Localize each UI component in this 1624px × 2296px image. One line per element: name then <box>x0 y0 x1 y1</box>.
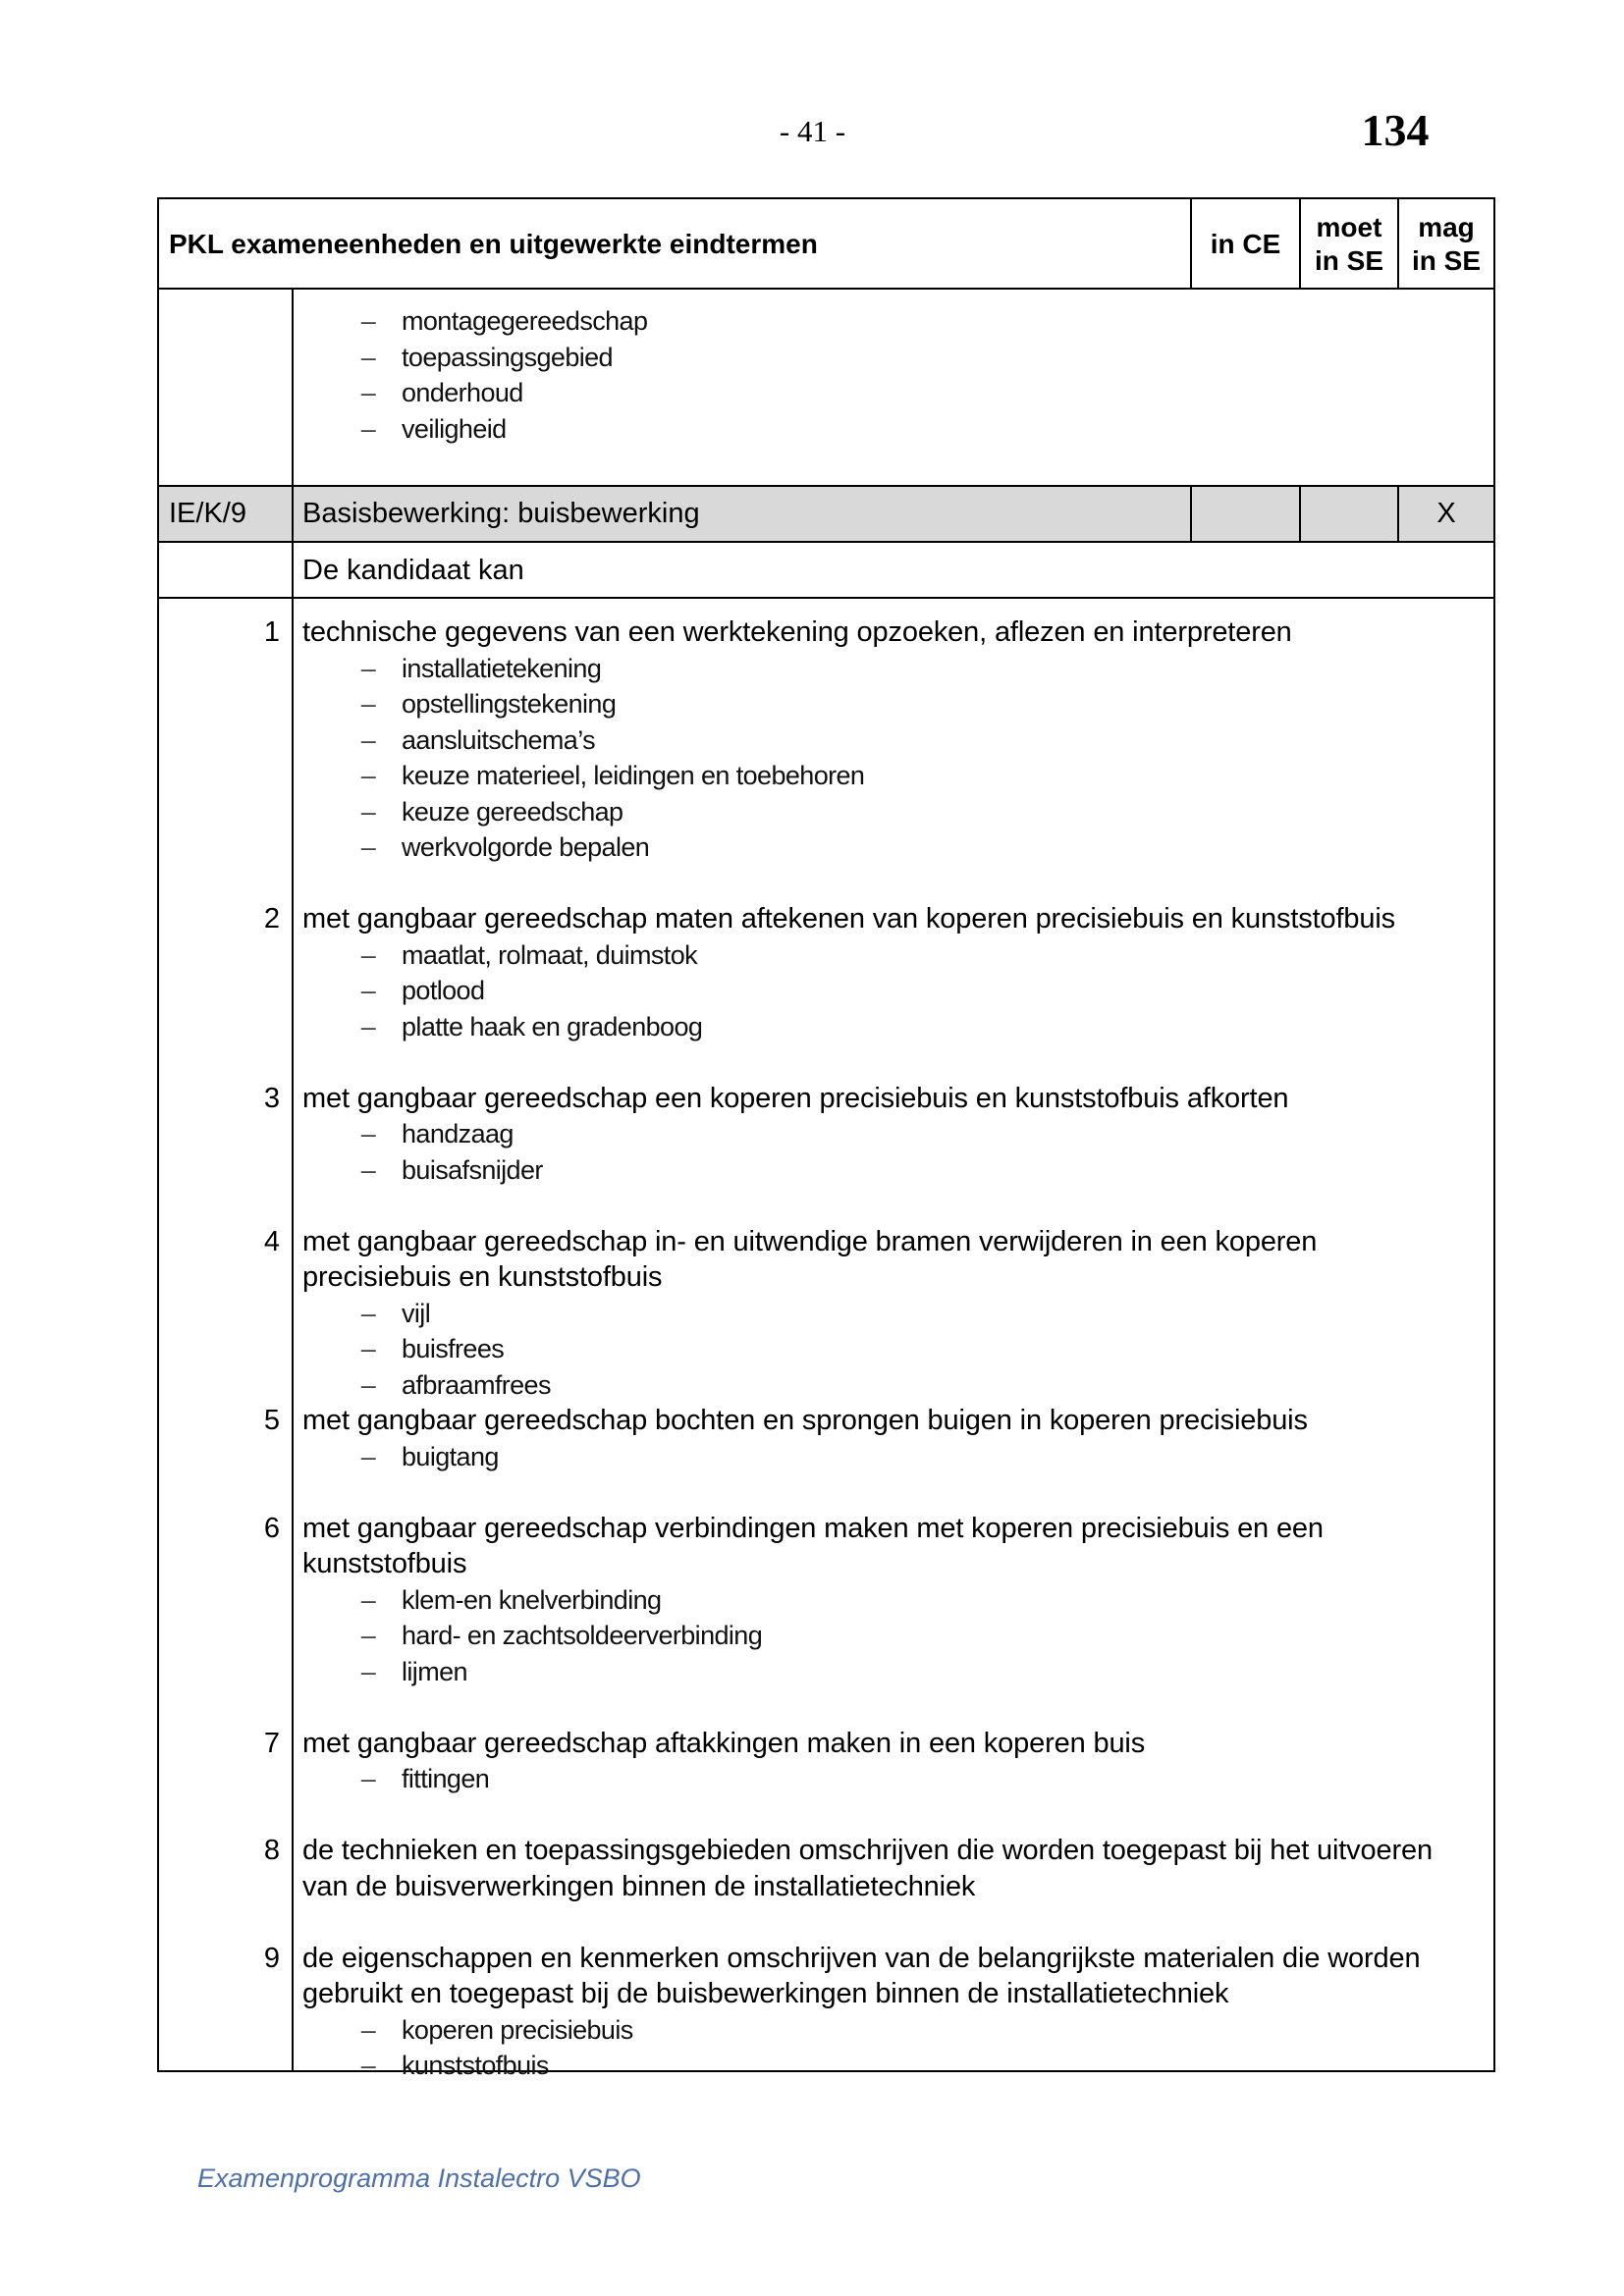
header-mag-in-se <box>1399 199 1493 290</box>
item-text: met gangbaar gereedschap in- en uitwendige bramen verwijderen in een koperen precisiebuis en kunststofbuis <box>302 1225 1318 1293</box>
item-number: 4 <box>263 1225 280 1257</box>
subitem-text: afbraamfrees <box>402 1369 551 1400</box>
subitem-list <box>294 1296 1493 1404</box>
item-text: de technieken en toepassingsgebieden omschrijven die worden toegepast bij het uitvoeren van de buisverwerkingen binnen de installatietechniek <box>302 1835 1433 1902</box>
eindterm-item <box>159 1224 1493 1404</box>
eindterm-item <box>159 1833 1493 1904</box>
item-number: 7 <box>263 1727 280 1759</box>
subitem-text: vijl <box>402 1298 431 1328</box>
item-number: 6 <box>263 1512 280 1544</box>
eindterm-item <box>159 614 1493 866</box>
dash-bullet-icon: – <box>360 378 376 407</box>
subitem-text: keuze gereedschap <box>402 796 623 827</box>
dash-bullet-icon: – <box>360 1334 376 1363</box>
subitem-text: handzaag <box>402 1119 514 1148</box>
item-text: de eigenschappen en kenmerken omschrijven van de belangrijkste materialen die worden gebruikt en toegepast bij de buisbewerkingen binnen de installatietechniek <box>302 1942 1421 2009</box>
header-in-ce <box>1192 199 1299 290</box>
dash-bullet-icon: – <box>360 832 376 862</box>
dash-bullet-icon: – <box>360 306 376 336</box>
unit-row-bottom-divider <box>159 541 1493 543</box>
eindterm-item <box>159 1081 1493 1189</box>
subitem-list <box>294 2012 1493 2084</box>
item-number: 8 <box>263 1835 280 1866</box>
item-text: technische gegevens van een werktekening opzoeken, aflezen en interpreteren <box>302 616 1292 648</box>
dash-bullet-icon: – <box>360 796 376 827</box>
header-divider <box>159 288 1493 290</box>
mag-column-divider-header <box>1397 199 1399 290</box>
dash-bullet-icon: – <box>360 2051 376 2080</box>
dash-bullet-icon: – <box>360 939 376 970</box>
eindterm-list <box>159 614 1493 2084</box>
list-item <box>294 1367 1493 1404</box>
item-number: 2 <box>263 903 280 934</box>
item-number: 5 <box>263 1405 280 1436</box>
dash-bullet-icon: – <box>360 1621 376 1650</box>
dash-bullet-icon: – <box>360 761 376 790</box>
eindterm-item <box>159 1726 1493 1797</box>
subitem-list <box>294 1761 1493 1797</box>
list-item <box>294 1761 1493 1797</box>
moet-column-divider-header <box>1299 199 1301 290</box>
dash-bullet-icon: – <box>360 1656 376 1686</box>
subitem-text: buigtang <box>402 1441 499 1471</box>
item-text: met gangbaar gereedschap bochten en sprongen buigen in koperen precisiebuis <box>302 1405 1308 1436</box>
subitem-text: aansluitschema’s <box>402 724 596 755</box>
list-item <box>294 722 1493 759</box>
subitem-list <box>294 1116 1493 1188</box>
table-header-title: PKL exameneenheden en uitgewerkte eindtermen <box>169 229 818 259</box>
ce-column-divider-unit <box>1190 485 1192 543</box>
dash-bullet-icon: – <box>360 1369 376 1400</box>
list-item <box>294 1618 1493 1654</box>
eindtermen-table: PKL exameneenheden en uitgewerkte eindtermen in CE moet in SE mag in SE – montagegereedschap – toepassingsgebied – onderhoud – veiligheid IE/K/9 Basisbewerking: buisbewerking X De kandidaat kan 1 technische gegevens van een werktekening opzoeken, aflezen en interpreteren – installatietekening – opstellingstekening – aansluitschema’s – keuze materieel, leidingen en toebehoren – keuze gereedschap – werkvolgorde bepalen 2 met gangbaar gereedschap maten aftekenen van koperen precisiebuis en kunststofbuis – maatlat, rolmaat, duimstok – potlood – platte haak en gradenboog 3 met gangbaar gereedschap een koperen precisiebuis en kunststofbuis afkorten – handzaag – buisafsnijder 4 met gangbaar gereedschap in- en uitwendige bramen verwijderen in een koperen precisiebuis en kunststofbuis – vijl – buisfrees – afbraamfrees 5 met gangbaar gereedschap bochten en sprongen buigen in koperen precisiebuis – buigtang 6 met gangbaar gereedschap verbindingen maken met koperen precisiebuis en een kunststofbuis – klem-en knelverbinding – hard- en zachtsoldeerverbinding – lijmen 7 met gangbaar gereedschap aftakkingen maken in een koperen buis – fittingen 8 de technieken en toepassingsgebieden omschrijven die worden toegepast bij het uitvoeren van de buisverwerkingen binnen de installatietechniek 9 de eigenschappen en kenmerken omschrijven van de belangrijkste materialen die worden gebruikt en toegepast bij de buisbewerkingen binnen de installatietechniek – koperen precisiebuis – kunststofbuis <box>157 197 1495 2072</box>
item-text: met gangbaar gereedschap maten aftekenen van koperen precisiebuis en kunststofbuis <box>302 903 1395 934</box>
dash-bullet-icon: – <box>360 1119 376 1148</box>
subitem-text: buisfrees <box>402 1334 505 1363</box>
subitem-text: platte haak en gradenboog <box>402 1011 703 1041</box>
subitem-text: installatietekening <box>402 653 602 683</box>
subitem-text: opstellingstekening <box>402 689 617 719</box>
subitem-text: hard- en zachtsoldeerverbinding <box>402 1621 763 1650</box>
subitem-text: buisafsnijder <box>402 1154 543 1185</box>
dash-bullet-icon: – <box>360 1154 376 1185</box>
dash-bullet-icon: – <box>360 342 376 372</box>
subitem-list <box>294 937 1493 1045</box>
list-item <box>294 2048 1493 2084</box>
list-item <box>294 2012 1493 2049</box>
item-text: met gangbaar gereedschap een koperen precisiebuis en kunststofbuis afkorten <box>302 1082 1289 1114</box>
dash-bullet-icon: – <box>360 413 376 444</box>
list-item <box>294 758 1493 794</box>
subitem-text: lijmen <box>402 1656 467 1686</box>
list-item <box>294 829 1493 866</box>
list-item <box>294 1009 1493 1045</box>
dash-bullet-icon: – <box>360 976 376 1005</box>
list-item <box>294 1331 1493 1367</box>
item-number: 1 <box>263 616 280 648</box>
subitem-list <box>294 1439 1493 1475</box>
subitem-text: keuze materieel, leidingen en toebehoren <box>402 761 865 790</box>
subitem-list <box>294 651 1493 866</box>
list-item <box>294 1439 1493 1475</box>
eindterm-item <box>159 1403 1493 1474</box>
subitem-text: potlood <box>402 976 485 1005</box>
list-item <box>294 686 1493 722</box>
ce-column-divider-header <box>1190 199 1192 290</box>
dash-bullet-icon: – <box>360 724 376 755</box>
dash-bullet-icon: – <box>360 689 376 719</box>
list-item <box>294 1296 1493 1332</box>
eindterm-item <box>159 1941 1493 2084</box>
list-item <box>294 651 1493 687</box>
unit-code: IE/K/9 <box>169 498 246 529</box>
subitem-text: kunststofbuis <box>402 2051 549 2080</box>
unit-row-top-divider <box>159 485 1493 487</box>
list-item <box>294 1654 1493 1690</box>
list-item <box>294 794 1493 830</box>
item-text: met gangbaar gereedschap verbindingen maken met koperen precisiebuis en een kunststofbuis <box>302 1512 1324 1579</box>
dash-bullet-icon: – <box>360 1441 376 1471</box>
list-item <box>294 1152 1493 1189</box>
list-item <box>294 973 1493 1009</box>
dash-bullet-icon: – <box>360 653 376 683</box>
page-number: - 41 - <box>779 114 846 148</box>
eindterm-item <box>159 901 1493 1044</box>
moet-column-divider-unit <box>1299 485 1301 543</box>
dash-bullet-icon: – <box>360 1764 376 1793</box>
item-number: 3 <box>263 1082 280 1114</box>
subitem-text: werkvolgorde bepalen <box>402 832 650 862</box>
dash-bullet-icon: – <box>360 1011 376 1041</box>
footer-text: Examenprogramma Instalectro VSBO <box>197 2163 641 2193</box>
list-item <box>294 1116 1493 1152</box>
item-text: met gangbaar gereedschap aftakkingen maken in een koperen buis <box>302 1727 1146 1759</box>
intro-text: De kandidaat kan <box>302 555 524 586</box>
dash-bullet-icon: – <box>360 1584 376 1615</box>
subitem-list <box>294 1582 1493 1690</box>
list-item <box>294 937 1493 974</box>
unit-title: Basisbewerking: buisbewerking <box>302 498 700 529</box>
subitem-text: koperen precisiebuis <box>402 2014 633 2045</box>
header-moet-in-se <box>1301 199 1397 290</box>
item-number: 9 <box>263 1942 280 1974</box>
subitem-text: klem-en knelverbinding <box>402 1584 662 1615</box>
dash-bullet-icon: – <box>360 2014 376 2045</box>
list-item <box>294 1582 1493 1619</box>
dash-bullet-icon: – <box>360 1298 376 1328</box>
header-in-ce-label: in CE <box>1210 229 1281 259</box>
document-number: 134 <box>1361 105 1430 155</box>
header-mag-in-se-label: mag in SE <box>1411 212 1481 276</box>
unit-mag-in-se-mark: X <box>1436 498 1456 529</box>
subitem-text: fittingen <box>402 1764 490 1793</box>
intro-row-bottom-divider <box>159 597 1493 599</box>
subitem-text: maatlat, rolmaat, duimstok <box>402 939 698 970</box>
eindterm-item <box>159 1511 1493 1690</box>
header-moet-in-se-label: moet in SE <box>1314 212 1383 276</box>
